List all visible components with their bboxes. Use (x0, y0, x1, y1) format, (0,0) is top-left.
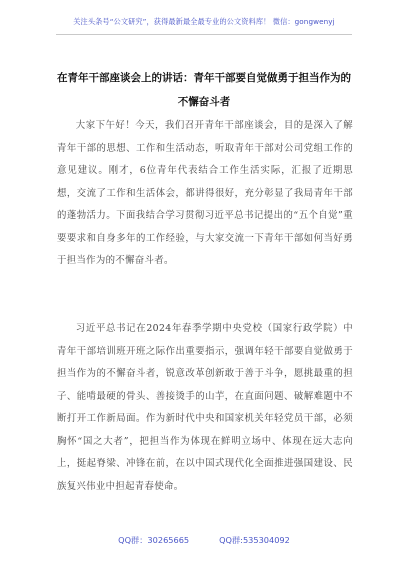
paragraph-1: 大家下午好！今天，我们召开青年干部座谈会，目的是深入了解青年干部的思想、工作和生活动态，听取青年干部对公司党组工作的意见建议。刚才，6位青年代表结合工作生活实际，汇报了近期思想，交流了工作和生活体会，都讲得很好，充分彰显了我局青年干部的蓬勃活力。下面我结合学习贯彻习近平总书记提出的“五个自觉”重要要求和自身多年的工作经验，与大家交流一下青年干部如何当好勇于担当作为的不懈奋斗者。 (57, 120, 353, 266)
document-title: 在青年干部座谈会上的讲话：青年干部要自觉做勇于担当作为的不懈奋斗者 (57, 72, 351, 108)
footer-contacts (0, 535, 408, 546)
footer-qq-group-2: QQ群:535304092 (219, 535, 290, 545)
header-banner: 关注头条号“公文研究”，获得最新最全最专业的公文资料库！ 微信：gongwenyj (73, 17, 335, 26)
footer-qq-group-1: QQ群：30265665 (118, 535, 190, 545)
header-divider (56, 34, 352, 35)
paragraph-2: 习近平总书记在2024年春季学期中央党校（国家行政学院）中青年干部培训班开班之际作出重要指示，强调年轻干部要自觉做勇于担当作为的不懈奋斗者，锐意改革创新敢于善于斗争，愿挑最重的担子、能啃最硬的骨头、善接烫手的山芋，在直面问题、破解难题中不断打开工作新局面。作为新时代中央和国家机关年轻党员干部，必须胸怀“国之大者”，把担当作为体现在鲜明立场中、体现在远大志向上，挺起脊梁、冲锋在前，在以中国式现代化全面推进强国建设、民族复兴伟业中担起青春使命。 (57, 323, 353, 492)
